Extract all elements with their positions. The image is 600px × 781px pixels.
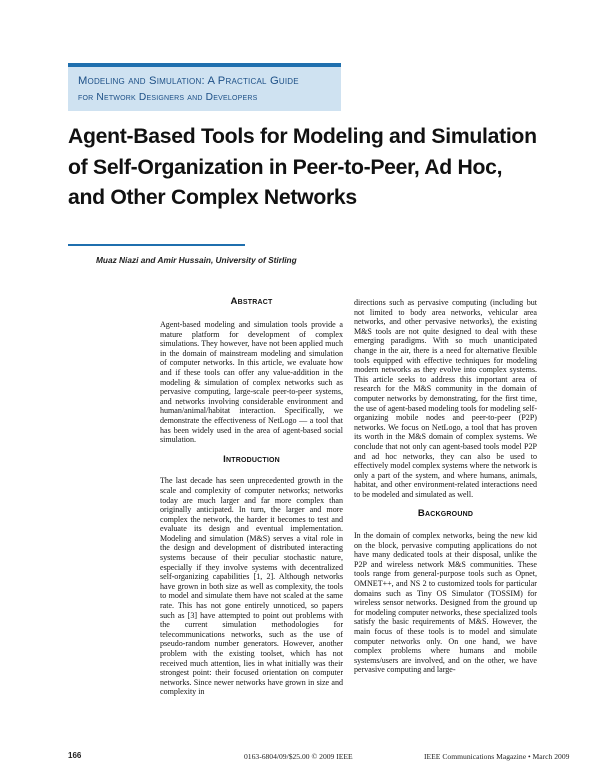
background-text: In the domain of complex networks, being the new kid on the block, pervasive computing applications do not have many dedicated tools at their disposal, unlike the P2P and wireless network M&S communities. These tools range from general-purpose tools such as Opnet, OMNET++, and NS 2 to customized tools for particular domains such as Tiny OS Simulator (TOSSIM) for wireless sensor networks. Designed from the ground up for modeling computer networks, these specialized tools satisfy the basic requirements of M&S. However, the main focus of these tools is to model and simulate computer networks only. On one hand, we have complex problems where humans and mobile systems/users are involved, and on the other, we have pervasive computing and large- [354, 531, 537, 675]
article-title: Agent-Based Tools for Modeling and Simulation of Self-Organization in Peer-to-Peer, Ad Hoc, and Other Complex Networks [68, 125, 537, 209]
page-number: 166 [68, 751, 82, 760]
right-column [354, 298, 537, 675]
series-title-line-2: for Network Designers and Developers [78, 92, 258, 103]
introduction-text: The last decade has seen unprecedented growth in the scale and complexity of computer networks; networks today are much larger and far more complex than originally anticipated. In turn, the larger and more complex the network, the harder it becomes to test and evaluate its design and eventual implementation. Modeling and simulation (M&S) serves a vital role in the design and development of distributed interacting systems because of their peculiar stochastic nature, especially if they involve systems with decentralized self-organizing capabilities [1, 2]. Although networks have grown in both size as well as complexity, the tools to model and simulate them have not scaled at the same rate. This has not gone entirely unnoticed, so papers such as [3] have attempted to point out problems with the current simulation methodologies for telecommunications networks, such as the use of pseudo-random number generators. However, another problem with the existing toolset, which has not received much attention, lies in what initially was their strongest point: their focused orientation on computer networks. Since newer networks have grown in size and complexity in [160, 476, 343, 697]
author-line: Muaz Niazi and Amir Hussain, University of Stirling [96, 255, 297, 265]
abstract-text: Agent-based modeling and simulation tools provide a mature platform for development of complex simulations. They however, have not been applied much in the domain of mainstream modeling and simulation of computer networks. In this article, we evaluate how and if these tools can offer any value-addition in the modeling & simulation of complex networks such as pervasive computing, large-scale peer-to-peer systems, and networks involving considerable environment and human/animal/habitat interaction. Specifically, we demonstrate the effectiveness of NetLogo — a tool that has been widely used in the area of agent-based social simulation. [160, 320, 343, 445]
title-divider [68, 244, 245, 246]
introduction-continuation-text: directions such as pervasive computing (including but not limited to body area networks, vehicular area networks, and other pervasive networks), the existing M&S tools are not quite designed to deal with these emerging paradigms. With so much unanticipated change in the air, there is a need for alternative flexible tools equipped with effective techniques for modeling modern networks as they evolve into complex systems. This article seeks to address this important area of research for the M&S community in the domain of computer networks by demonstrating, for the first time, the use of agent-based modeling tools for modeling self-organizing mobile nodes and peer-to-peer (P2P) networks. We focus on NetLogo, a tool that has proven its worth in the M&S domain of complex systems. We conclude that not only can agent-based tools model P2P and ad hoc networks, they can also be used to effectively model complex systems where the network is only a part of the system, and where humans, animals, habitat, and other environment-related interactions need to be modeled and simulated as well. [354, 298, 537, 499]
background-heading: Background [417, 508, 474, 520]
left-column [160, 320, 343, 697]
series-banner [68, 63, 341, 111]
introduction-heading: Introduction [223, 453, 280, 465]
abstract-heading: Abstract [230, 296, 273, 307]
magazine-issue: IEEE Communications Magazine • March 2009 [424, 752, 570, 761]
series-title-line-1: Modeling and Simulation: A Practical Guide [78, 75, 299, 87]
issn-copyright: 0163-6804/09/$25.00 © 2009 IEEE [244, 752, 353, 761]
